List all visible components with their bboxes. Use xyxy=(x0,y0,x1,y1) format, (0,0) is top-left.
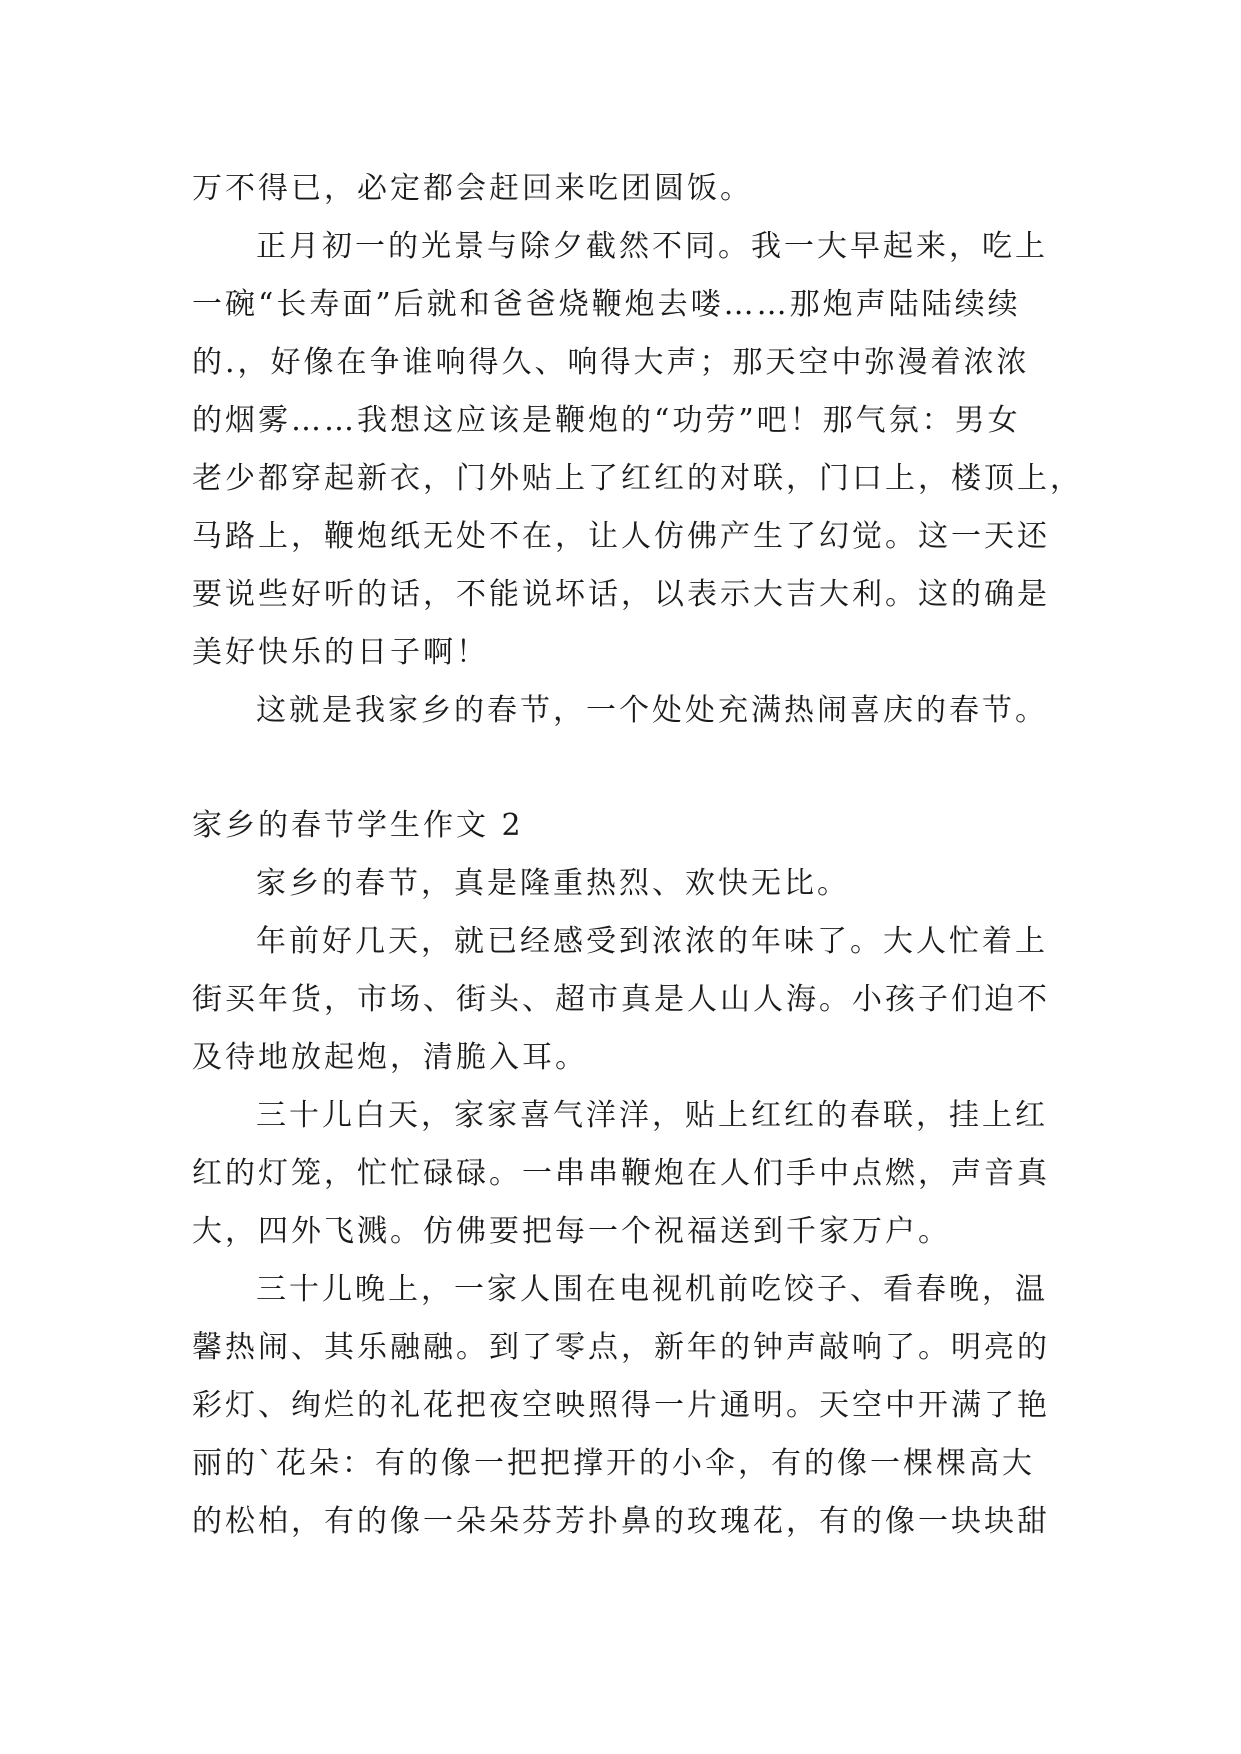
text-line: 的烟雾……我想这应该是鞭炮的“功劳”吧！那气氛：男女 xyxy=(192,403,1021,438)
text-line: 彩灯、绚烂的礼花把夜空映照得一片通明。天空中开满了艳 xyxy=(192,1388,1050,1423)
text-line: 要说些好听的话，不能说坏话，以表示大吉大利。这的确是 xyxy=(192,577,1050,612)
paragraph-start: 这就是我家乡的春节，一个处处充满热闹喜庆的春节。 xyxy=(256,693,1048,728)
text-line: 丽的`花朵：有的像一把把撑开的小伞，有的像一棵棵高大 xyxy=(192,1446,1035,1481)
text-line: 红的灯笼，忙忙碌碌。一串串鞭炮在人们手中点燃，声音真 xyxy=(192,1156,1050,1191)
text-line: 及待地放起炮，清脆入耳。 xyxy=(192,1040,588,1075)
paragraph-start: 家乡的春节，真是隆重热烈、欢快无比。 xyxy=(256,866,850,901)
paragraph-start: 三十儿晚上，一家人围在电视机前吃饺子、看春晚，温 xyxy=(256,1272,1048,1307)
text-line: 美好快乐的日子啊！ xyxy=(192,635,489,670)
text-line: 馨热闹、其乐融融。到了零点，新年的钟声敲响了。明亮的 xyxy=(192,1330,1050,1365)
paragraph-start: 正月初一的光景与除夕截然不同。我一大早起来，吃上 xyxy=(256,229,1048,264)
text-line: 的.，好像在争谁响得久、响得大声；那天空中弥漫着浓浓 xyxy=(192,345,1030,380)
text-line: 万不得已，必定都会赶回来吃团圆饭。 xyxy=(192,171,753,206)
paragraph-start: 三十儿白天，家家喜气洋洋，贴上红红的春联，挂上红 xyxy=(256,1098,1048,1133)
text-line: 一碗“长寿面”后就和爸爸烧鞭炮去喽……那炮声陆陆续续 xyxy=(192,287,1021,322)
text-line: 大，四外飞溅。仿佛要把每一个祝福送到千家万户。 xyxy=(192,1214,951,1249)
text-line: 的松柏，有的像一朵朵芬芳扑鼻的玫瑰花，有的像一块块甜 xyxy=(192,1504,1050,1539)
paragraph-start: 年前好几天，就已经感受到浓浓的年味了。大人忙着上 xyxy=(256,924,1048,959)
text-line: 老少都穿起新衣，门外贴上了红红的对联，门口上，楼顶上， xyxy=(192,461,1083,496)
text-line: 街买年货，市场、街头、超市真是人山人海。小孩子们迫不 xyxy=(192,982,1050,1017)
text-line: 马路上，鞭炮纸无处不在，让人仿佛产生了幻觉。这一天还 xyxy=(192,519,1050,554)
section-heading: 家乡的春节学生作文 2 xyxy=(192,808,524,843)
